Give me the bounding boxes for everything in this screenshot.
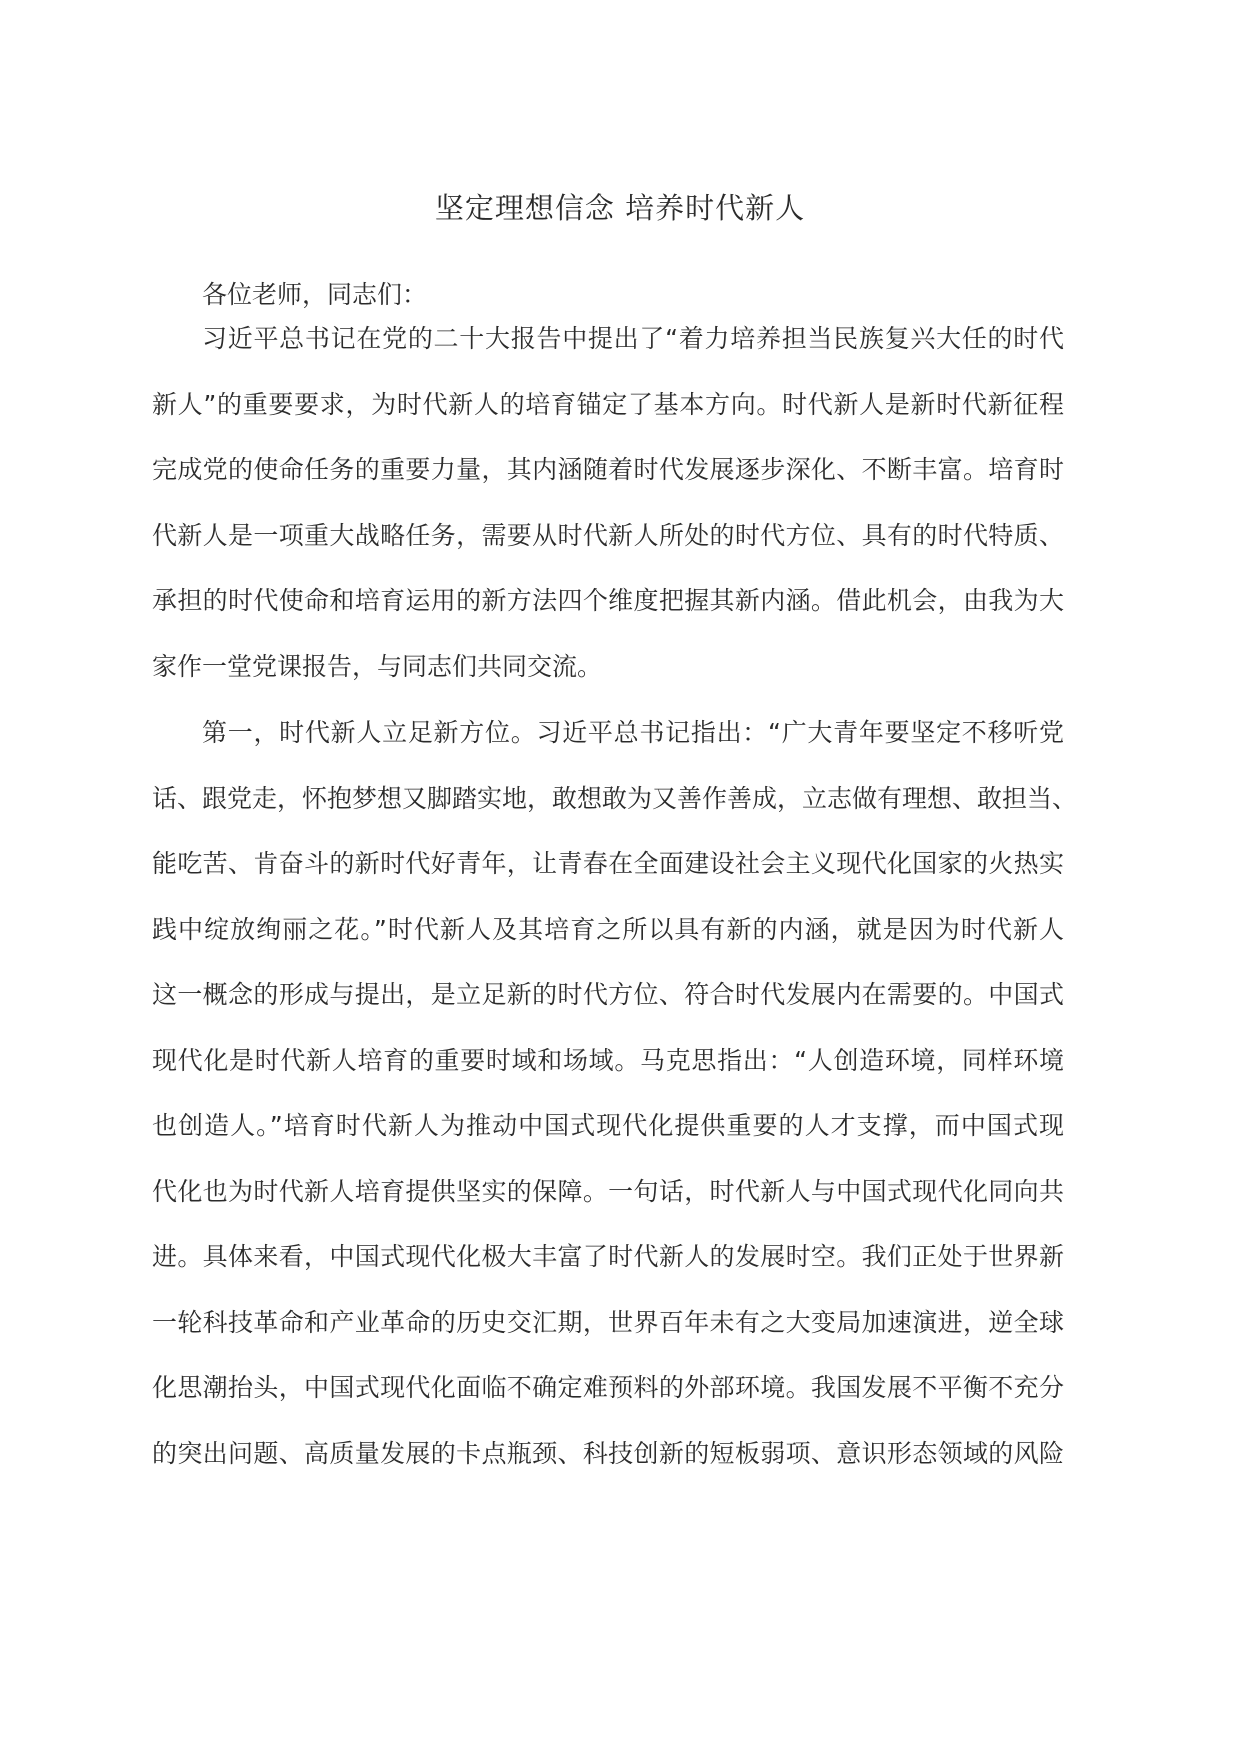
text-line: 承担的时代使命和培育运用的新方法四个维度把握其新内涵。借此机会，由我为大: [152, 586, 1064, 615]
text-line: 现代化是时代新人培育的重要时域和场域。马克思指出：“人创造环境，同样环境: [152, 1045, 1064, 1075]
text-line: 完成党的使命任务的重要力量，其内涵随着时代发展逐步深化、不断丰富。培育时: [152, 455, 1064, 484]
text-line: 进。具体来看，中国式现代化极大丰富了时代新人的发展时空。我们正处于世界新: [152, 1242, 1064, 1271]
paragraph-intro: [152, 319, 1064, 712]
text-line: 家作一堂党课报告，与同志们共同交流。: [152, 651, 603, 681]
text-line: 第一，时代新人立足新方位。习近平总书记指出：“广大青年要坚定不移听党: [202, 718, 1064, 747]
text-line: 新人”的重要要求，为时代新人的培育锚定了基本方向。时代新人是新时代新征程: [152, 389, 1064, 419]
text-line: 习近平总书记在党的二十大报告中提出了“着力培养担当民族复兴大任的时代: [202, 324, 1064, 353]
greeting-line: 各位老师，同志们：: [202, 280, 428, 309]
text-line: 代化也为时代新人培育提供坚实的保障。一句话，时代新人与中国式现代化同向共: [152, 1176, 1064, 1206]
paragraph-first-point: [152, 713, 1078, 1499]
text-line: 话、跟党走，怀抱梦想又脚踏实地，敢想敢为又善作善成，立志做有理想、敢担当、: [152, 783, 1078, 813]
text-line: 代新人是一项重大战略任务，需要从时代新人所处的时代方位、具有的时代特质、: [152, 520, 1064, 550]
text-line: 一轮科技革命和产业革命的历史交汇期，世界百年未有之大变局加速演进，逆全球: [152, 1307, 1064, 1337]
text-line: 也创造人。”培育时代新人为推动中国式现代化提供重要的人才支撑，而中国式现: [152, 1111, 1064, 1140]
text-line: 践中绽放绚丽之花。”时代新人及其培育之所以具有新的内涵，就是因为时代新人: [152, 914, 1064, 944]
text-line: 这一概念的形成与提出，是立足新的时代方位、符合时代发展内在需要的。中国式: [152, 980, 1064, 1009]
document-title: 坚定理想信念 培养时代新人: [434, 191, 806, 225]
text-line: 化思潮抬头，中国式现代化面临不确定难预料的外部环境。我国发展不平衡不充分: [152, 1373, 1064, 1402]
text-line: 的突出问题、高质量发展的卡点瓶颈、科技创新的短板弱项、意识形态领域的风险: [152, 1438, 1064, 1468]
text-line: 能吃苦、肯奋斗的新时代好青年，让青春在全面建设社会主义现代化国家的火热实: [152, 849, 1064, 878]
